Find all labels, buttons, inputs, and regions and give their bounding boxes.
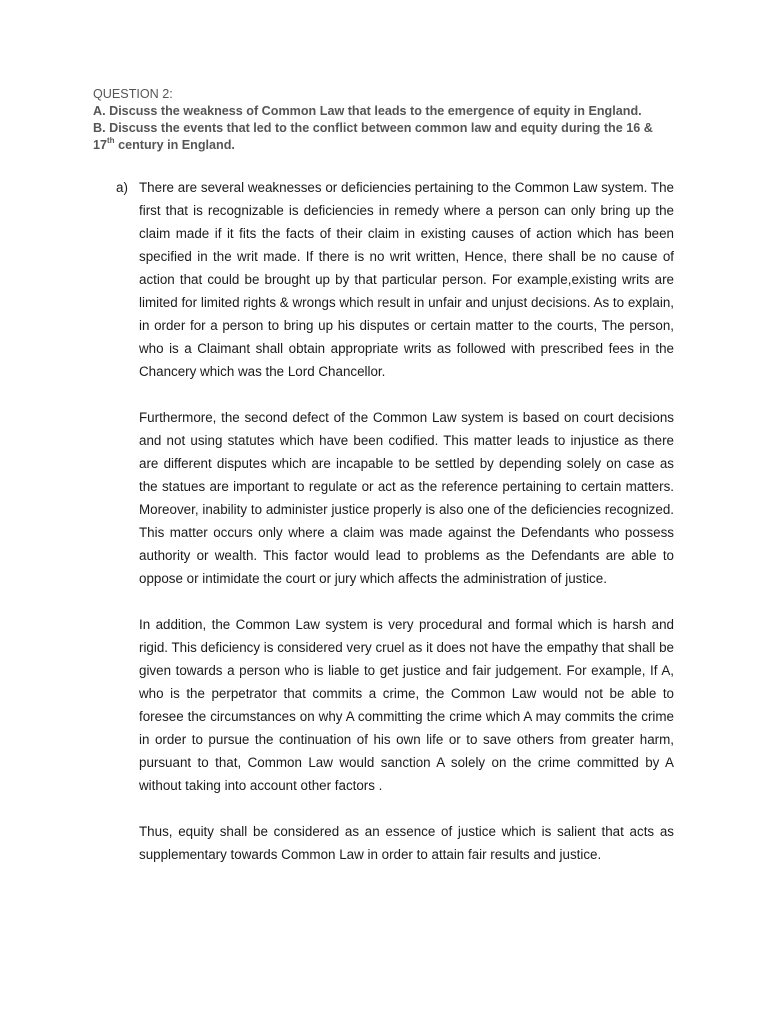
question-block [93, 86, 693, 154]
question-part-b-continued [93, 137, 693, 154]
question-part-b: B. Discuss the events that led to the conflict between common law and equity during the 16 & [93, 121, 653, 135]
answer-paragraph-4: Thus, equity shall be considered as an essence of justice which is salient that acts as supplementary towards Common Law in order to attain fair results and justice. [139, 824, 674, 862]
answer-block [116, 176, 676, 889]
century-suffix: century in England. [114, 138, 235, 152]
answer-paragraph-1: There are several weaknesses or deficiencies pertaining to the Common Law system. The first that is recognizable is deficiencies in remedy where a person can only bring up the claim made if it fits the facts of their claim in existing causes of action which has been specified in the writ made. If there is no writ written, Hence, there shall be no cause of action that could be brought up by that particular person. For example,existing writs are limited for limited rights & wrongs which result in unfair and unjust decisions. As to explain, in order for a person to bring up his disputes or certain matter to the courts, The person, who is a Claimant shall obtain appropriate writs as followed with prescribed fees in the Chancery which was the Lord Chancellor. [139, 180, 674, 379]
question-title: QUESTION 2: [93, 87, 173, 101]
century-ordinal: th [107, 135, 115, 145]
century-number: 17 [93, 138, 108, 152]
answer-list-marker: a) [116, 180, 128, 195]
question-part-a: A. Discuss the weakness of Common Law that leads to the emergence of equity in England. [93, 104, 642, 118]
answer-paragraph-2: Furthermore, the second defect of the Common Law system is based on court decisions and not using statutes which have been codified. This matter leads to injustice as there are different disputes which are incapable to be settled by depending solely on case as the statues are important to regulate or act as the reference pertaining to certain matters. Moreover, inability to administer justice properly is also one of the deficiencies recognized. This matter occurs only where a claim was made against the Defendants who possess authority or wealth. This factor would lead to problems as the Defendants are able to oppose or intimidate the court or jury which affects the administration of justice. [139, 410, 674, 586]
answer-paragraph-3: In addition, the Common Law system is very procedural and formal which is harsh and rigid. This deficiency is considered very cruel as it does not have the empathy that shall be given towards a person who is liable to get justice and fair judgement. For example, If A, who is the perpetrator that commits a crime, the Common Law would not be able to foresee the circumstances on why A committing the crime which A may commits the crime in order to pursue the continuation of his own life or to save others from greater harm, pursuant to that, Common Law would sanction A solely on the crime committed by A without taking into account other factors . [139, 617, 674, 793]
answer-body [139, 176, 674, 866]
